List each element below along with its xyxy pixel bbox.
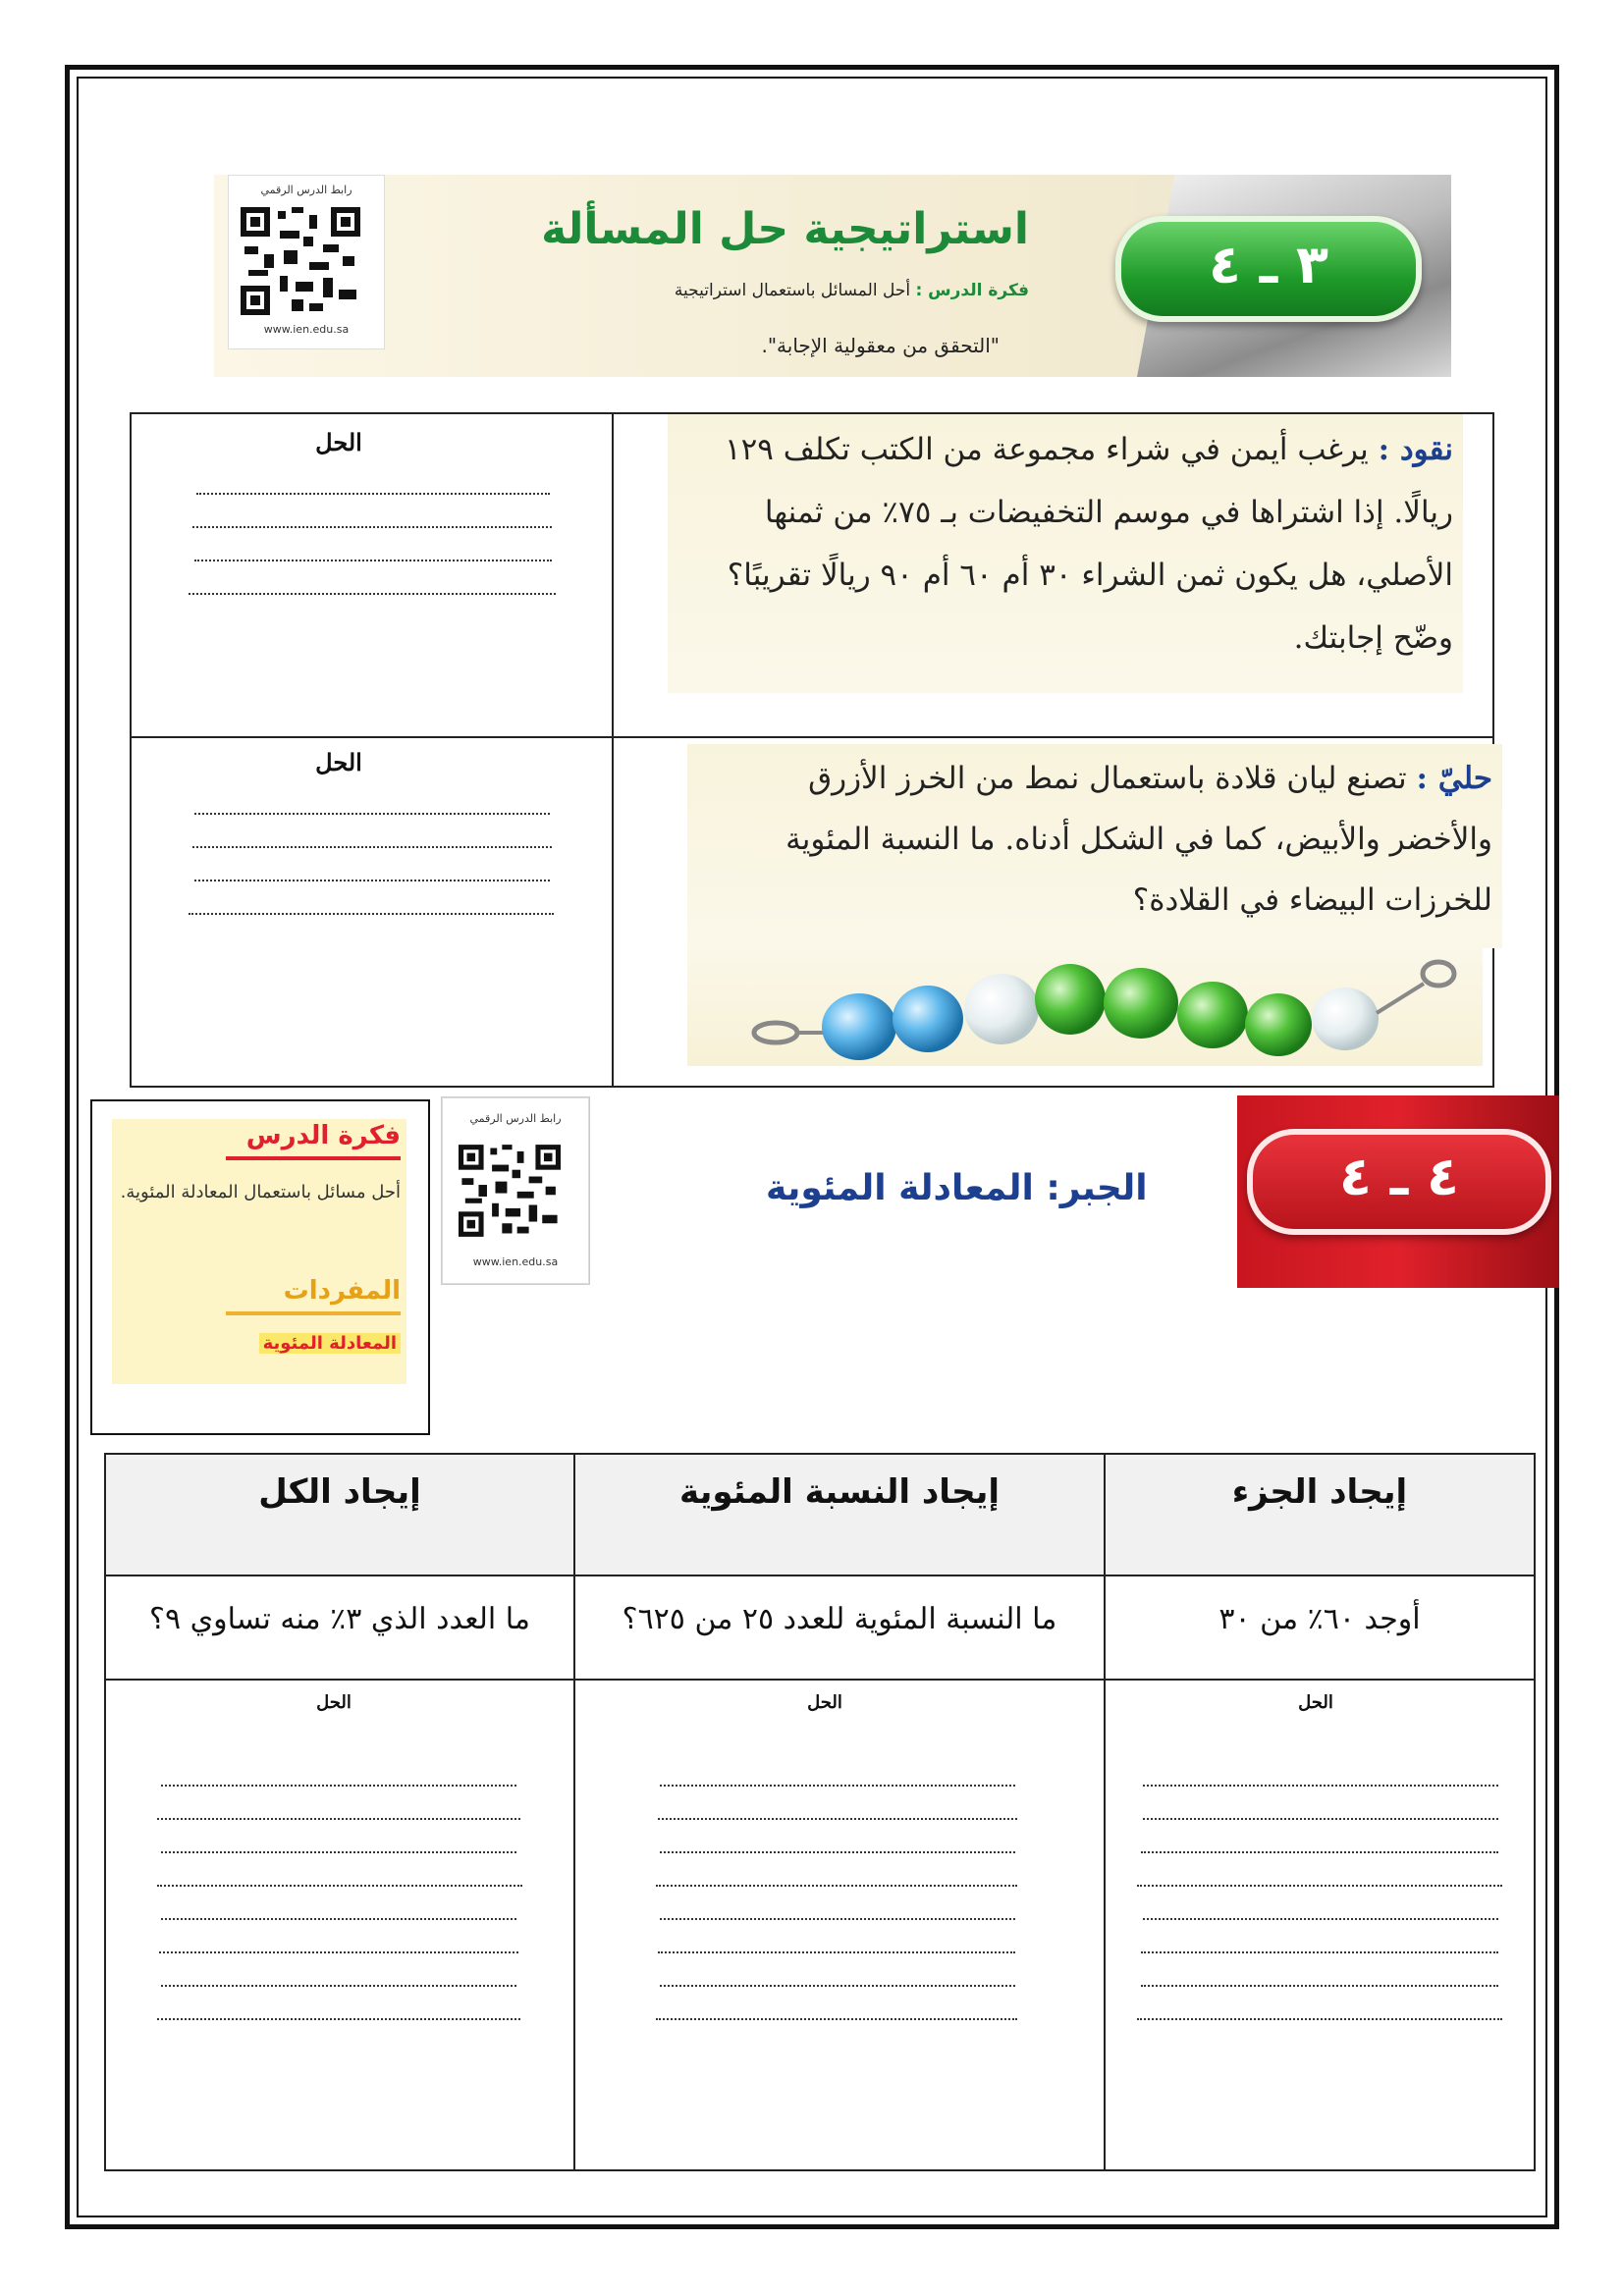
answer-line[interactable] bbox=[194, 560, 552, 561]
answer-line[interactable] bbox=[157, 2018, 520, 2020]
answer-line[interactable] bbox=[1137, 2018, 1502, 2020]
lesson2-vocab-item: المعادلة المئوية bbox=[259, 1333, 401, 1354]
vocab-underline bbox=[226, 1311, 401, 1315]
answer-line[interactable] bbox=[189, 593, 556, 595]
answer-line[interactable] bbox=[660, 1785, 1015, 1787]
answer-line[interactable] bbox=[159, 1951, 518, 1953]
lesson1-idea bbox=[675, 281, 1029, 300]
lesson1-qr-card[interactable] bbox=[228, 175, 385, 349]
answer-line[interactable] bbox=[1141, 1951, 1498, 1953]
col-find-part-solution-label: الحل bbox=[1298, 1692, 1333, 1713]
answer-line[interactable] bbox=[656, 1885, 1017, 1887]
problem-1-text bbox=[668, 414, 1463, 693]
answer-line[interactable] bbox=[660, 1851, 1015, 1853]
col-find-whole-solution-label: الحل bbox=[316, 1692, 352, 1713]
answer-line[interactable] bbox=[660, 1918, 1015, 1920]
qr-code-icon bbox=[459, 1140, 561, 1242]
answer-line[interactable] bbox=[161, 1985, 516, 1987]
qr-url: www.ien.edu.sa bbox=[263, 323, 350, 336]
answer-line[interactable] bbox=[189, 913, 554, 915]
col-find-percent-title: إيجاد النسبة المئوية bbox=[678, 1472, 1000, 1512]
problem-1-keyword: نقود : bbox=[1378, 432, 1453, 467]
answer-line[interactable] bbox=[1143, 1785, 1498, 1787]
lesson1-idea-text: أحل المسائل باستعمال استراتيجية bbox=[674, 281, 911, 300]
answer-line[interactable] bbox=[1143, 1818, 1498, 1820]
col-find-percent-solution-label: الحل bbox=[807, 1692, 842, 1713]
lesson1-idea-label: فكرة الدرس : bbox=[915, 281, 1029, 300]
answer-line[interactable] bbox=[157, 1885, 522, 1887]
qr-caption: رابط الدرس الرقمي bbox=[260, 184, 352, 196]
lesson1-title: استراتيجية حل المسألة bbox=[541, 204, 1029, 254]
lesson1-idea-quote: "التحقق من معقولية الإجابة". bbox=[761, 334, 1000, 357]
lesson2-idea-text: أحل مسائل باستعمال المعادلة المئوية. bbox=[120, 1182, 401, 1202]
problem-2-body: تصنع ليان قلادة باستعمال نمط من الخرز الأزرق والأخضر والأبيض، كما في الشكل أدناه. ما النسبة المئوية للخرزات البيضاء في القلادة؟ bbox=[785, 761, 1492, 918]
answer-line[interactable] bbox=[194, 880, 550, 881]
answer-line[interactable] bbox=[161, 1785, 516, 1787]
answer-line[interactable] bbox=[1143, 1918, 1498, 1920]
answer-line[interactable] bbox=[192, 526, 552, 528]
answer-line[interactable] bbox=[658, 1951, 1015, 1953]
answer-line[interactable] bbox=[161, 1851, 516, 1853]
problem-2-keyword: حليّ : bbox=[1416, 761, 1492, 796]
problem-2-text bbox=[687, 744, 1502, 948]
answer-line[interactable] bbox=[1141, 1851, 1498, 1853]
problem-2-solution-label: الحل bbox=[315, 748, 362, 776]
problems-divider-horizontal bbox=[130, 736, 1494, 738]
answer-line[interactable] bbox=[1141, 1985, 1498, 1987]
qr-caption: رابط الدرس الرقمي bbox=[469, 1112, 562, 1125]
idea-underline bbox=[226, 1156, 401, 1160]
answer-line[interactable] bbox=[196, 493, 550, 495]
lesson2-number-badge: ٤ ـ ٤ bbox=[1247, 1129, 1551, 1235]
col-find-whole-title: إيجاد الكل bbox=[258, 1472, 421, 1512]
answer-line[interactable] bbox=[656, 2018, 1017, 2020]
answer-line[interactable] bbox=[1137, 1885, 1502, 1887]
lesson2-vocab-heading: المفردات bbox=[283, 1276, 401, 1306]
lesson2-idea-heading: فكرة الدرس bbox=[245, 1121, 401, 1150]
table-divider bbox=[573, 1453, 575, 2171]
table-divider bbox=[104, 1679, 1536, 1681]
lesson2-qr-card[interactable] bbox=[442, 1097, 589, 1284]
qr-url: www.ien.edu.sa bbox=[472, 1255, 559, 1268]
lesson2-title: الجبر: المعادلة المئوية bbox=[766, 1168, 1148, 1208]
problem-1-body: يرغب أيمن في شراء مجموعة من الكتب تكلف ١٢٩ ريالًا. إذا اشتراها في موسم التخفيضات بـ ٧٥٪ من ثمنها الأصلي، هل يكون ثمن الشراء ٣٠ أم ٦٠ أم ٩٠ ريالًا تقريبًا؟ وضّح إجابتك. bbox=[724, 432, 1453, 656]
lesson1-number-badge: ٣ ـ ٤ bbox=[1115, 216, 1422, 322]
answer-line[interactable] bbox=[157, 1818, 520, 1820]
col-find-whole-question: ما العدد الذي ٣٪ منه تساوي ٩؟ bbox=[149, 1602, 530, 1636]
problem-1-solution-label: الحل bbox=[315, 428, 362, 456]
answer-line[interactable] bbox=[192, 846, 552, 848]
necklace-beads-image bbox=[717, 944, 1483, 1072]
lesson1-banner bbox=[214, 175, 1451, 377]
problems-divider-vertical bbox=[612, 412, 614, 1088]
col-find-part-title: إيجاد الجزء bbox=[1231, 1472, 1408, 1512]
answer-line[interactable] bbox=[658, 1818, 1017, 1820]
answer-line[interactable] bbox=[660, 1985, 1015, 1987]
col-find-part-question: أوجد ٦٠٪ من ٣٠ bbox=[1218, 1602, 1421, 1636]
table-divider bbox=[1104, 1453, 1106, 2171]
table-divider bbox=[104, 1575, 1536, 1576]
qr-code-icon bbox=[241, 207, 360, 315]
answer-line[interactable] bbox=[161, 1918, 516, 1920]
lesson2-info-panel bbox=[112, 1119, 406, 1384]
answer-line[interactable] bbox=[194, 813, 550, 815]
col-find-percent-question: ما النسبة المئوية للعدد ٢٥ من ٦٢٥؟ bbox=[622, 1602, 1057, 1636]
